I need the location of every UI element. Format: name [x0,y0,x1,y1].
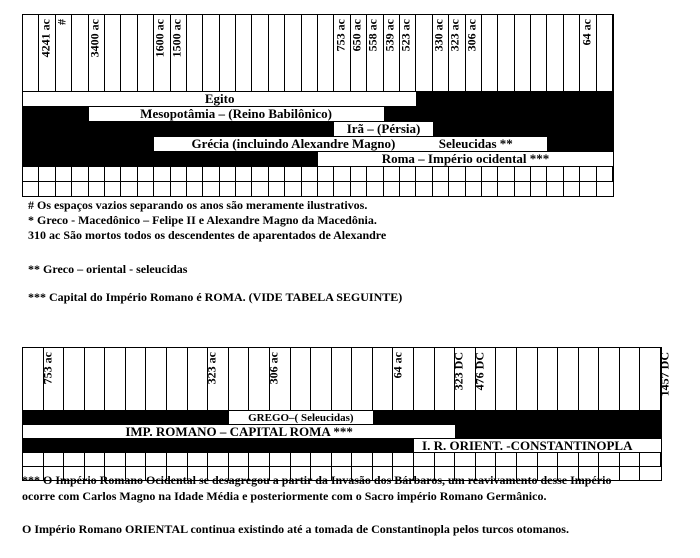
year-cell [318,15,348,91]
grid-cell [236,181,252,196]
grid-cell [367,166,383,181]
grid-cell [433,166,449,181]
year-cell [39,15,69,91]
year-cell [435,348,466,410]
year-cell [332,348,353,410]
year-cell [229,348,250,410]
grid-cell [620,452,641,466]
year-cell [208,348,229,410]
year-cell [188,348,219,410]
year-cell [367,15,397,91]
grid-cell [332,452,353,466]
bar-grecia-before [23,136,154,151]
grid-cell [351,166,367,181]
grid-cell [547,166,563,181]
grid-cell [564,166,580,181]
grid-cell [318,166,334,181]
grid-cell [640,466,661,480]
year-label: 1457 DC [657,352,672,397]
year-cell [89,15,105,91]
bar-roma-label: Roma – Império ocidental *** [381,151,550,166]
grid-cell [220,166,236,181]
grid-cell [39,166,55,181]
bar-ir-orient [414,438,661,452]
grid-cell [229,452,250,466]
year-label: 64 ac [579,19,594,46]
grid-cell [105,181,121,196]
year-cell [640,348,672,410]
year-cell [393,348,414,410]
bar-seleucidas [433,136,548,151]
year-cell [498,15,514,91]
grid-cell [564,181,580,196]
year-cell [269,15,285,91]
year-cell [220,15,236,91]
grid-cell [393,452,414,466]
year-cell [56,15,72,91]
year-cell [476,348,497,410]
grid-cell [384,166,400,181]
year-cell [599,348,620,410]
year-cell [167,348,188,410]
year-cell [154,15,184,91]
grid-cell [538,452,559,466]
year-cell [126,348,147,410]
grid-cell [121,166,137,181]
grid-cell [597,166,613,181]
year-label: # [54,19,69,25]
grid-cell [579,452,600,466]
grid-cell [291,452,312,466]
year-label: 753 ac [333,19,348,52]
year-label: 1500 ac [169,19,184,58]
year-cell [187,15,203,91]
bar-grego-after [373,410,661,424]
year-cell [416,15,446,91]
grid-cell [302,166,318,181]
year-label: 330 ac [431,19,446,52]
grid-cell [435,452,456,466]
grid-cell [580,166,596,181]
grid-cell [517,452,538,466]
note-1-line-3: 310 ac São mortos todos os descendentes de aparentados de Alexandre [28,228,387,242]
grid-cell [208,452,229,466]
year-cell [580,15,596,91]
grid-cell [482,166,498,181]
year-label: 539 ac [382,19,397,52]
bar-seleucidas-label: Seleucidas ** [438,136,513,151]
year-cell [311,348,332,410]
year-cell [171,15,187,91]
year-cell [105,15,121,91]
grid-cell [449,166,465,181]
grid-cell [220,181,236,196]
year-cell [466,15,482,91]
year-cell [270,348,291,410]
grid-cell [599,452,620,466]
year-cell [121,15,137,91]
grid-cell [23,452,44,466]
bar-ir-orient-label: I. R. ORIENT. -CONSTANTINOPLA [422,437,633,453]
grid-cell [44,452,65,466]
year-cell [105,348,126,410]
year-cell [85,348,106,410]
grid-cell [72,166,88,181]
year-cell [400,15,416,91]
grid-cell [414,452,435,466]
timeline-table-2 [22,347,672,481]
year-cell [72,15,102,91]
year-cell [531,15,547,91]
grid-cell [252,181,268,196]
year-cell [334,15,364,91]
bar-meso-before [23,106,89,121]
grid-cell [89,181,105,196]
bar-ira-label: Irã – (Pérsia) [346,121,421,136]
year-cell [515,15,531,91]
grid-cell [597,181,613,196]
grid-cell [334,181,350,196]
grid-cell [285,166,301,181]
bar-roma-before [23,151,318,166]
grid-cell [547,181,563,196]
bar-grecia [154,136,433,151]
year-label: 323 ac [204,352,219,385]
grid-cell [249,452,270,466]
year-cell [433,15,462,91]
year-cell [558,348,579,410]
grid-cell [187,181,203,196]
year-cell [384,15,413,91]
year-cell [579,348,600,410]
year-cell [351,15,380,91]
bar-ira-after [433,121,613,136]
year-label: 323 DC [451,352,466,391]
grid-cell [416,181,432,196]
grid-cell [384,181,400,196]
year-cell [302,15,318,91]
grid-cell [433,181,449,196]
grid-cell [39,181,55,196]
year-label: 323 ac [447,19,462,52]
grid-cell [558,452,579,466]
year-cell [482,15,498,91]
grid-cell [496,452,517,466]
year-cell [564,15,594,91]
bar-egito-after [416,91,613,106]
bar-ira-before [23,121,334,136]
grid-cell [466,166,482,181]
grid-cell [302,181,318,196]
year-cell [414,348,435,410]
year-cell [291,348,312,410]
grid-cell [367,181,383,196]
grid-cell [138,166,154,181]
year-cell [146,348,167,410]
grid-cell [466,181,482,196]
grid-cell [531,166,547,181]
year-cell [44,348,65,410]
grid-cell [351,181,367,196]
grid-cell [400,166,416,181]
year-cell [203,15,219,91]
grid-cell [121,181,137,196]
year-cell [23,15,53,91]
grid-cell [285,181,301,196]
year-label: 558 ac [365,19,380,52]
grid-cell [416,166,432,181]
year-label: 753 ac [40,352,55,385]
year-cell [23,348,55,410]
year-cell [449,15,479,91]
grid-cell [138,181,154,196]
year-cell [455,348,487,410]
grid-cell [171,181,187,196]
grid-cell [449,181,465,196]
bar-ira [334,121,432,136]
grid-cell [154,166,170,181]
bar-egito [23,91,416,106]
year-label: 650 ac [349,19,364,52]
grid-cell [236,166,252,181]
grid-cell [498,166,514,181]
bar-grego [229,410,373,424]
grid-cell [270,452,291,466]
grid-cell [56,166,72,181]
year-label: 306 ac [266,352,281,385]
bar-egito-label: Egito [204,91,235,106]
grid-cell [318,181,334,196]
grid-cell [482,181,498,196]
grid-cell [171,166,187,181]
grid-cell [455,452,476,466]
grid-cell [64,452,85,466]
year-cell [249,348,281,410]
bar-grego-before [23,410,229,424]
year-label: 1600 ac [152,19,167,58]
year-label: 306 ac [464,19,479,52]
year-cell [620,348,641,410]
year-label: 64 ac [390,352,405,379]
grid-cell [476,452,497,466]
bar-imp-romano-label: IMP. ROMANO – CAPITAL ROMA *** [125,423,353,439]
grid-cell [105,166,121,181]
bar-roma [318,151,613,166]
grid-cell [187,166,203,181]
year-cell [538,348,559,410]
grid-cell [203,181,219,196]
grid-cell [252,166,268,181]
bar-mesopotamia-label: Mesopotâmia – (Reino Babilônico) [140,106,332,121]
grid-cell [203,166,219,181]
year-cell [138,15,167,91]
note-2-line-3: O Império Romano ORIENTAL continua existindo até a tomada de Constantinopla pelos turcos otomanos. [22,522,569,536]
bar-ir-orient-before [23,438,414,452]
year-cell [547,15,563,91]
grid-cell [334,166,350,181]
note-1-line-1: # Os espaços vazios separando os anos são meramente ilustrativos. [28,198,368,212]
note-1-line-4: ** Greco – oriental - seleucidas [28,262,188,276]
grid-cell [188,452,209,466]
note-2-line-1: *** O Império Romano Ocidental se desagregou a partir da Invasão dos Bárbaros, um reavivamento desse Império [22,473,612,487]
note-2-line-2: ocorre com Carlos Magno na Idade Média e posteriormente com o Sacro império Romano Germânico. [22,489,547,503]
grid-cell [620,466,641,480]
year-cell [236,15,252,91]
grid-cell [56,181,72,196]
bar-grego-label: GREGO–( Seleucidas) [248,411,354,424]
grid-cell [400,181,416,196]
grid-cell [311,452,332,466]
year-cell [64,348,85,410]
grid-cell [515,181,531,196]
grid-cell [531,181,547,196]
bar-imp-romano [23,424,455,438]
year-cell [373,348,405,410]
year-label: 476 DC [472,352,487,391]
year-cell [285,15,301,91]
bar-mesopotamia [89,106,384,121]
bar-imp-romano-after [455,424,661,438]
grid-cell [167,452,188,466]
grid-cell [89,166,105,181]
year-cell [496,348,517,410]
grid-cell [154,181,170,196]
grid-cell [146,452,167,466]
year-label: 3400 ac [87,19,102,58]
grid-cell [126,452,147,466]
bar-grecia-after [547,136,613,151]
note-1-line-2: * Greco - Macedônico – Felipe II e Alexandre Magno da Macedônia. [28,213,377,227]
grid-cell [105,452,126,466]
grid-cell [23,166,39,181]
grid-cell [352,452,373,466]
grid-cell [373,452,394,466]
year-cell [597,15,613,91]
grid-cell [85,452,106,466]
grid-cell [498,181,514,196]
grid-cell [269,181,285,196]
grid-cell [515,166,531,181]
grid-cell [269,166,285,181]
grid-cell [72,181,88,196]
timeline-table-1 [22,14,614,197]
year-cell [252,15,268,91]
bar-grecia-label: Grécia (incluindo Alexandre Magno) [191,136,396,151]
bar-meso-after [384,106,613,121]
grid-cell [23,181,39,196]
year-label: 4241 ac [38,19,53,58]
year-cell [352,348,373,410]
note-1-line-5: *** Capital do Império Romano é ROMA. (VIDE TABELA SEGUINTE) [28,290,403,304]
year-cell [517,348,538,410]
grid-cell [640,452,661,466]
year-label: 523 ac [398,19,413,52]
grid-cell [580,181,596,196]
